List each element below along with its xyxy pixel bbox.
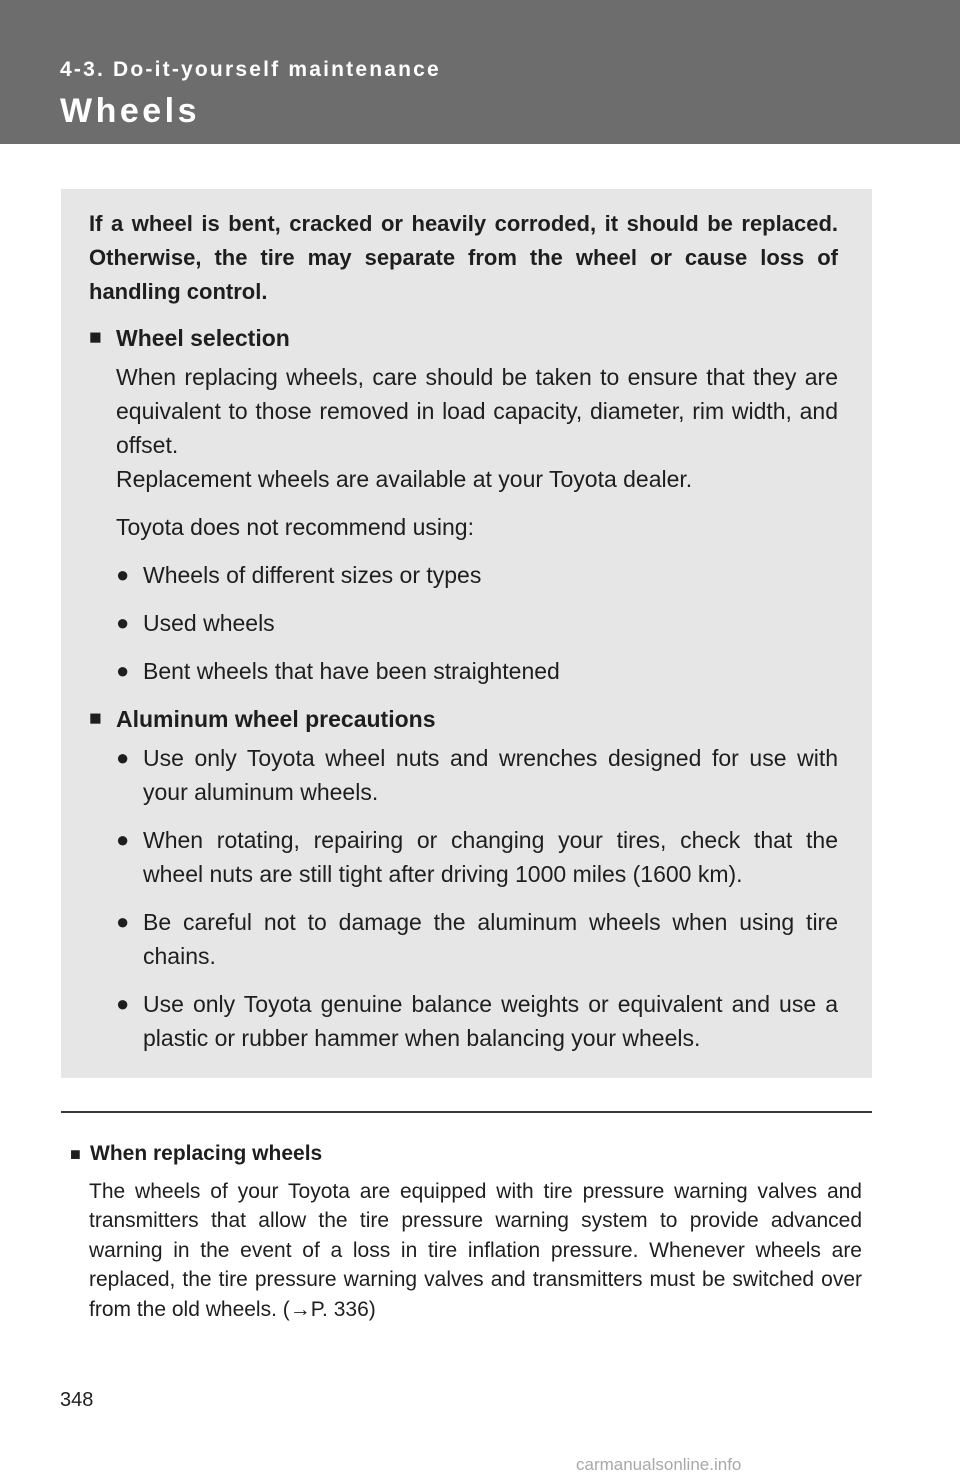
- list-item-text: Used wheels: [143, 610, 275, 636]
- list-item-text: Wheels of different sizes or types: [143, 562, 482, 588]
- list-item-text: Use only Toyota genuine balance weights or equivalent and use a plastic or rubber hammer when balancing your wheels.: [143, 991, 838, 1051]
- list-item: [116, 654, 838, 688]
- bullet-dot-icon: ●: [116, 745, 130, 770]
- list-item-text: Use only Toyota wheel nuts and wrenches designed for use with your aluminum wheels.: [143, 745, 838, 805]
- replacing-wheels-note: [70, 1139, 862, 1324]
- note-body: The wheels of your Toyota are equipped with tire pressure warning valves and transmitters that allow the tire pressure warning system to provide advanced warning in the event of a loss in tire inflation pressure. Whenever wheels are replaced, the tire pressure warning valves and transmitters must be switched over from the old wheels. (→P. 336): [89, 1180, 862, 1321]
- page-title: Wheels: [60, 92, 201, 130]
- section-header: [0, 0, 960, 144]
- aluminum-precautions-title: Aluminum wheel precautions: [116, 706, 436, 732]
- square-bullet-icon: ■: [89, 326, 102, 349]
- list-item-text: When rotating, repairing or changing your tires, check that the wheel nuts are still tight after driving 1000 miles (1600 km).: [143, 827, 838, 887]
- list-item-text: Bent wheels that have been straightened: [143, 658, 560, 684]
- list-item: [116, 823, 838, 891]
- not-recommend-paragraph: Toyota does not recommend using:: [116, 514, 474, 540]
- wheel-selection-title: Wheel selection: [116, 325, 290, 351]
- note-title: When replacing wheels: [90, 1142, 323, 1165]
- list-item: [116, 905, 838, 973]
- bullet-dot-icon: ●: [116, 909, 130, 934]
- wheel-selection-paragraph: When replacing wheels, care should be taken to ensure that they are equivalent to those removed in load capacity, diameter, rim width, and offset.: [116, 364, 838, 458]
- aluminum-precautions-heading: [89, 702, 838, 736]
- watermark: carmanualsonline.info: [576, 1455, 742, 1474]
- bullet-dot-icon: ●: [116, 827, 130, 852]
- bullet-dot-icon: ●: [116, 610, 130, 635]
- list-item: [116, 741, 838, 809]
- bullet-dot-icon: ●: [116, 991, 130, 1016]
- lead-paragraph: If a wheel is bent, cracked or heavily corroded, it should be replaced. Otherwise, the tire may separate from the wheel or cause loss of handling control.: [89, 211, 838, 304]
- section-divider: [61, 1111, 872, 1113]
- page-number: 348: [60, 1389, 94, 1411]
- list-item: [116, 558, 838, 592]
- list-item: [116, 987, 838, 1055]
- caution-box: [61, 189, 872, 1078]
- square-bullet-icon: ■: [70, 1144, 81, 1164]
- wheel-selection-heading: [89, 321, 838, 355]
- list-item-text: Be careful not to damage the aluminum wheels when using tire chains.: [143, 909, 838, 969]
- note-heading: [70, 1139, 862, 1169]
- dealer-paragraph: Replacement wheels are available at your Toyota dealer.: [116, 466, 693, 492]
- bullet-dot-icon: ●: [116, 658, 130, 683]
- bullet-dot-icon: ●: [116, 562, 130, 587]
- section-label: 4-3. Do-it-yourself maintenance: [60, 58, 441, 81]
- square-bullet-icon: ■: [89, 707, 102, 730]
- list-item: [116, 606, 838, 640]
